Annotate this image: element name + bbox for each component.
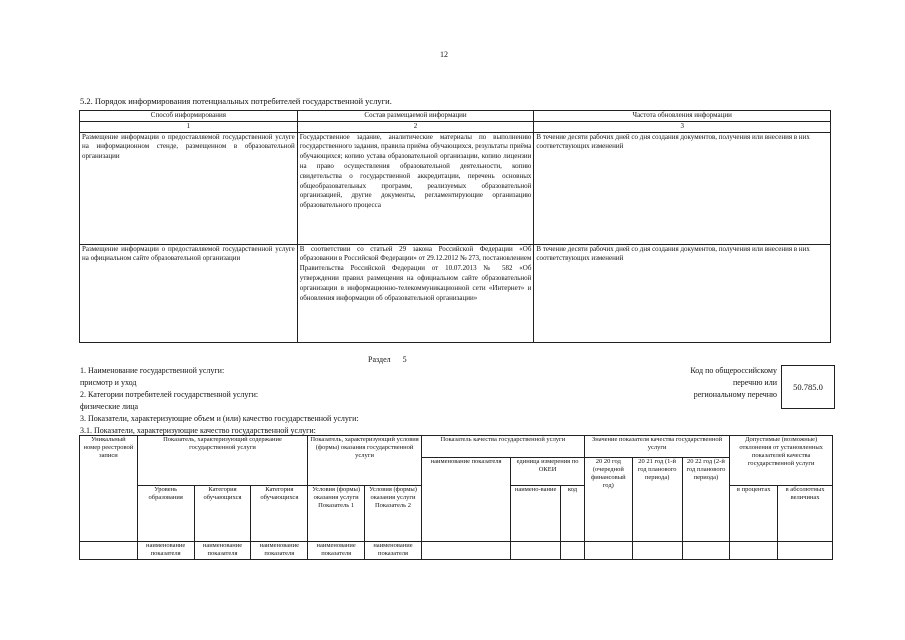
information-table <box>79 110 831 343</box>
year-1-header: 20 20 год (очередной финансовый год) <box>584 458 632 542</box>
quality-label: 3.1. Показатели, характеризующие качество государственной услуги: <box>80 426 316 435</box>
frequency-cell: В течение десяти рабочих дней со дня создания документов, получения или внесения в них соответствующих изменений <box>534 132 831 244</box>
unique-number-header: Уникальный номер реестровой записи <box>80 436 138 542</box>
name-indicator-cell: наименование показателя <box>365 542 422 560</box>
category-2-header: Категория обучающихся <box>251 486 308 542</box>
service-name-value: присмотр и уход <box>80 378 137 387</box>
category-1-header: Категория обучающихся <box>194 486 251 542</box>
content-cell: Государственное задание, аналитические материалы по выполнению государственного задания, правила приёма обучающихся, результаты приёма обучающихся; копию устава образовательной организации, копию лицензии на право осуществления образовательной деятельности, копию свидетельства о государственной аккредитации, перечень основных общеобразовательных программ, реализуемых образовательной организацией, другие документы, регламентирующие организацию образовательного процесса <box>297 132 534 244</box>
indicator-name-header: наименование показателя <box>421 458 510 542</box>
col-number: 3 <box>534 121 831 132</box>
col-number: 1 <box>80 121 298 132</box>
empty-cell <box>561 542 585 560</box>
code-label: региональному перечню <box>693 390 777 399</box>
section-heading <box>368 355 407 364</box>
quality-indicators-table <box>79 435 833 560</box>
code-value-box <box>781 365 835 409</box>
value-indicator-header: Значение показателя качества государственной услуги <box>584 436 729 458</box>
empty-cell <box>511 542 561 560</box>
header-content: Состав размещаемой информации <box>297 111 534 122</box>
conditions-2-header: Условия (формы) оказания услуги Показатель 2 <box>365 486 422 542</box>
page-number: 12 <box>440 50 448 59</box>
deviations-header: Допустимые (возможные) отклонения от установленных показателей качества государственной услуги <box>730 436 833 486</box>
conditions-1-header: Условия (формы) оказания услуги Показатель 1 <box>308 486 365 542</box>
empty-cell <box>682 542 730 560</box>
empty-cell <box>778 542 833 560</box>
consumers-label: 2. Категории потребителей государственной услуги: <box>80 390 259 399</box>
content-cell: В соответствии со статьей 29 закона Российской Федерации «Об образовании в Российской Федерации» от 29.12.2012 № 273, постановлением Правительства Российской Федерации от 10.07.2013 № 582 «Об утверждении правил размещения на официальном сайте образовательной организации в информационно-телекоммуникационной сети «Интернет» и обновления информации об образовательной организации» <box>297 244 534 342</box>
frequency-cell: В течение десяти рабочих дней со дня создания документов, получения или внесения в них соответствующих изменений <box>534 244 831 342</box>
code-label: Код по общероссийскому <box>690 366 777 375</box>
header-method: Способ информирования <box>80 111 298 122</box>
code-value: 50.785.0 <box>793 382 823 392</box>
empty-cell <box>632 542 682 560</box>
year-2-header: 20 21 год (1-й год планового периода) <box>632 458 682 542</box>
name-indicator-cell: наименование показателя <box>194 542 251 560</box>
deviation-absolute-header: в абсолютных величинах <box>778 486 833 542</box>
deviation-percent-header: в процентах <box>730 486 778 542</box>
empty-cell <box>80 542 138 560</box>
section-number: 5 <box>402 355 407 364</box>
header-frequency: Частота обновления информации <box>534 111 831 122</box>
empty-cell <box>730 542 778 560</box>
section-label: Раздел <box>368 355 391 364</box>
name-indicator-cell: наименование показателя <box>137 542 194 560</box>
indicators-label: 3. Показатели, характеризующие объем и (или) качество государственной услуги: <box>80 414 359 423</box>
method-cell: Размещение информации о предоставляемой государственной услуге на официальном сайте образовательной организации <box>80 244 298 342</box>
name-indicator-cell: наименование показателя <box>308 542 365 560</box>
name-indicator-cell: наименование показателя <box>251 542 308 560</box>
level-header: Уровень образования <box>137 486 194 542</box>
consumers-value: физические лица <box>80 402 139 411</box>
col-number: 2 <box>297 121 534 132</box>
content-indicator-header: Показатель, характеризующий содержание государственной услуги <box>137 436 307 486</box>
unit-code-header: код <box>561 486 585 542</box>
conditions-indicator-header: Показатель, характеризующий условия (формы) оказания государственной услуги <box>308 436 422 486</box>
unit-okei-header: единица измерения по ОКЕИ <box>511 458 585 486</box>
empty-cell <box>421 542 510 560</box>
year-3-header: 20 22 год (2-й год планового периода) <box>682 458 730 542</box>
empty-cell <box>584 542 632 560</box>
code-label: перечню или <box>732 378 777 387</box>
service-name-label: 1. Наименование государственной услуги: <box>80 366 225 375</box>
quality-indicator-header: Показатель качества государственной услуги <box>421 436 584 458</box>
section-5-2-title: 5.2. Порядок информирования потенциальных потребителей государственной услуги. <box>80 96 392 106</box>
method-cell: Размещение информации о предоставляемой государственной услуге на информационном стенде, размещенном в образовательной организации <box>80 132 298 244</box>
unit-name-header: наимено-вание <box>511 486 561 542</box>
